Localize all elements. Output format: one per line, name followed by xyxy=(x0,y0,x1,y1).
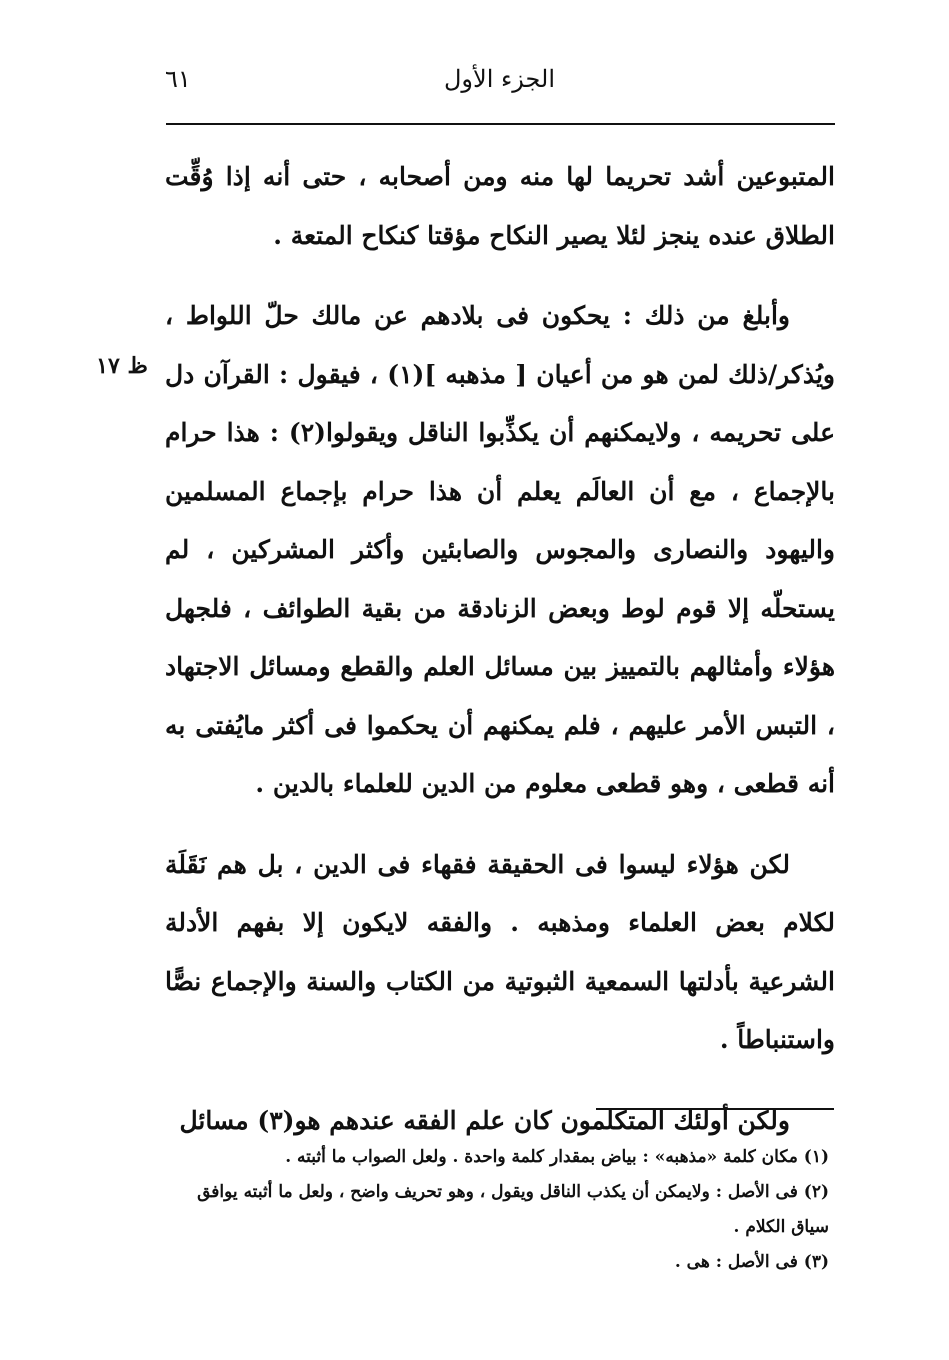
page-number: ٦١ xyxy=(165,65,191,93)
footnotes xyxy=(165,1140,835,1280)
footnote: (١) مكان كلمة «مذهبه» : بياض بمقدار كلمة واحدة . ولعل الصواب ما أثبته . xyxy=(285,1147,829,1167)
main-text xyxy=(165,148,835,1150)
paragraph: وأبلغ من ذلك : يحكون فى بلادهم عن مالك حلّ اللواط ، ويُذكر/ذلك لمن هو من أعيان [ مذهبه ](١) ، فيقول : القرآن دل على تحريمه ، ولايمكنهم أن يكذِّبوا الناقل ويقولوا(٢) : هذا حرام بالإجماع ، مع أن العالَم يعلم أن هذا حرام بإجماع المسلمين واليهود والنصارى والمجوس والصابئين وأكثر المشركين ، لم يستحلّه إلا قوم لوط وبعض الزنادقة من بقية الطوائف ، فلجهل هؤلاء وأمثالهم بالتمييز بين مسائل العلم والقطع ومسائل الاجتهاد ، التبس الأمر عليهم ، فلم يمكنهم أن يحكموا فى أكثر مايُفتى به أنه قطعى ، وهو قطعى معلوم من الدين للعلماء بالدين . xyxy=(165,301,836,798)
header-rule xyxy=(166,123,835,125)
footnote: (٢) فى الأصل : ولايمكن أن يكذب الناقل ويقول ، وهو تحريف واضح ، ولعل ما أثبته يوافق سياق الكلام . xyxy=(197,1182,829,1237)
paragraph: ولكن أولئك المتكلمون كان علم الفقه عندهم هو(٣) مسائل xyxy=(179,1105,790,1135)
paragraph: المتبوعين أشد تحريما لها منه ومن أصحابه ، حتى أنه إذا وُقِّت الطلاق عنده ينجز لئلا يصير النكاح مؤقتا كنكاح المتعة . xyxy=(165,162,835,250)
running-head xyxy=(165,62,835,102)
running-head-title: الجزء الأول xyxy=(443,65,555,93)
footnote: (٣) فى الأصل : هى . xyxy=(674,1252,829,1272)
footnote-rule xyxy=(596,1108,834,1110)
paragraph: لكن هؤلاء ليسوا فى الحقيقة فقهاء فى الدين ، بل هم نَقَلَة لكلام بعض العلماء ومذهبه . والفقه لايكون إلا بفهم الأدلة الشرعية بأدلتها السمعية الثبوتية من الكتاب والسنة والإجماع نصًّا واستنباطاً . xyxy=(165,849,835,1054)
margin-folio-note: ظ ١٧ xyxy=(96,353,148,379)
